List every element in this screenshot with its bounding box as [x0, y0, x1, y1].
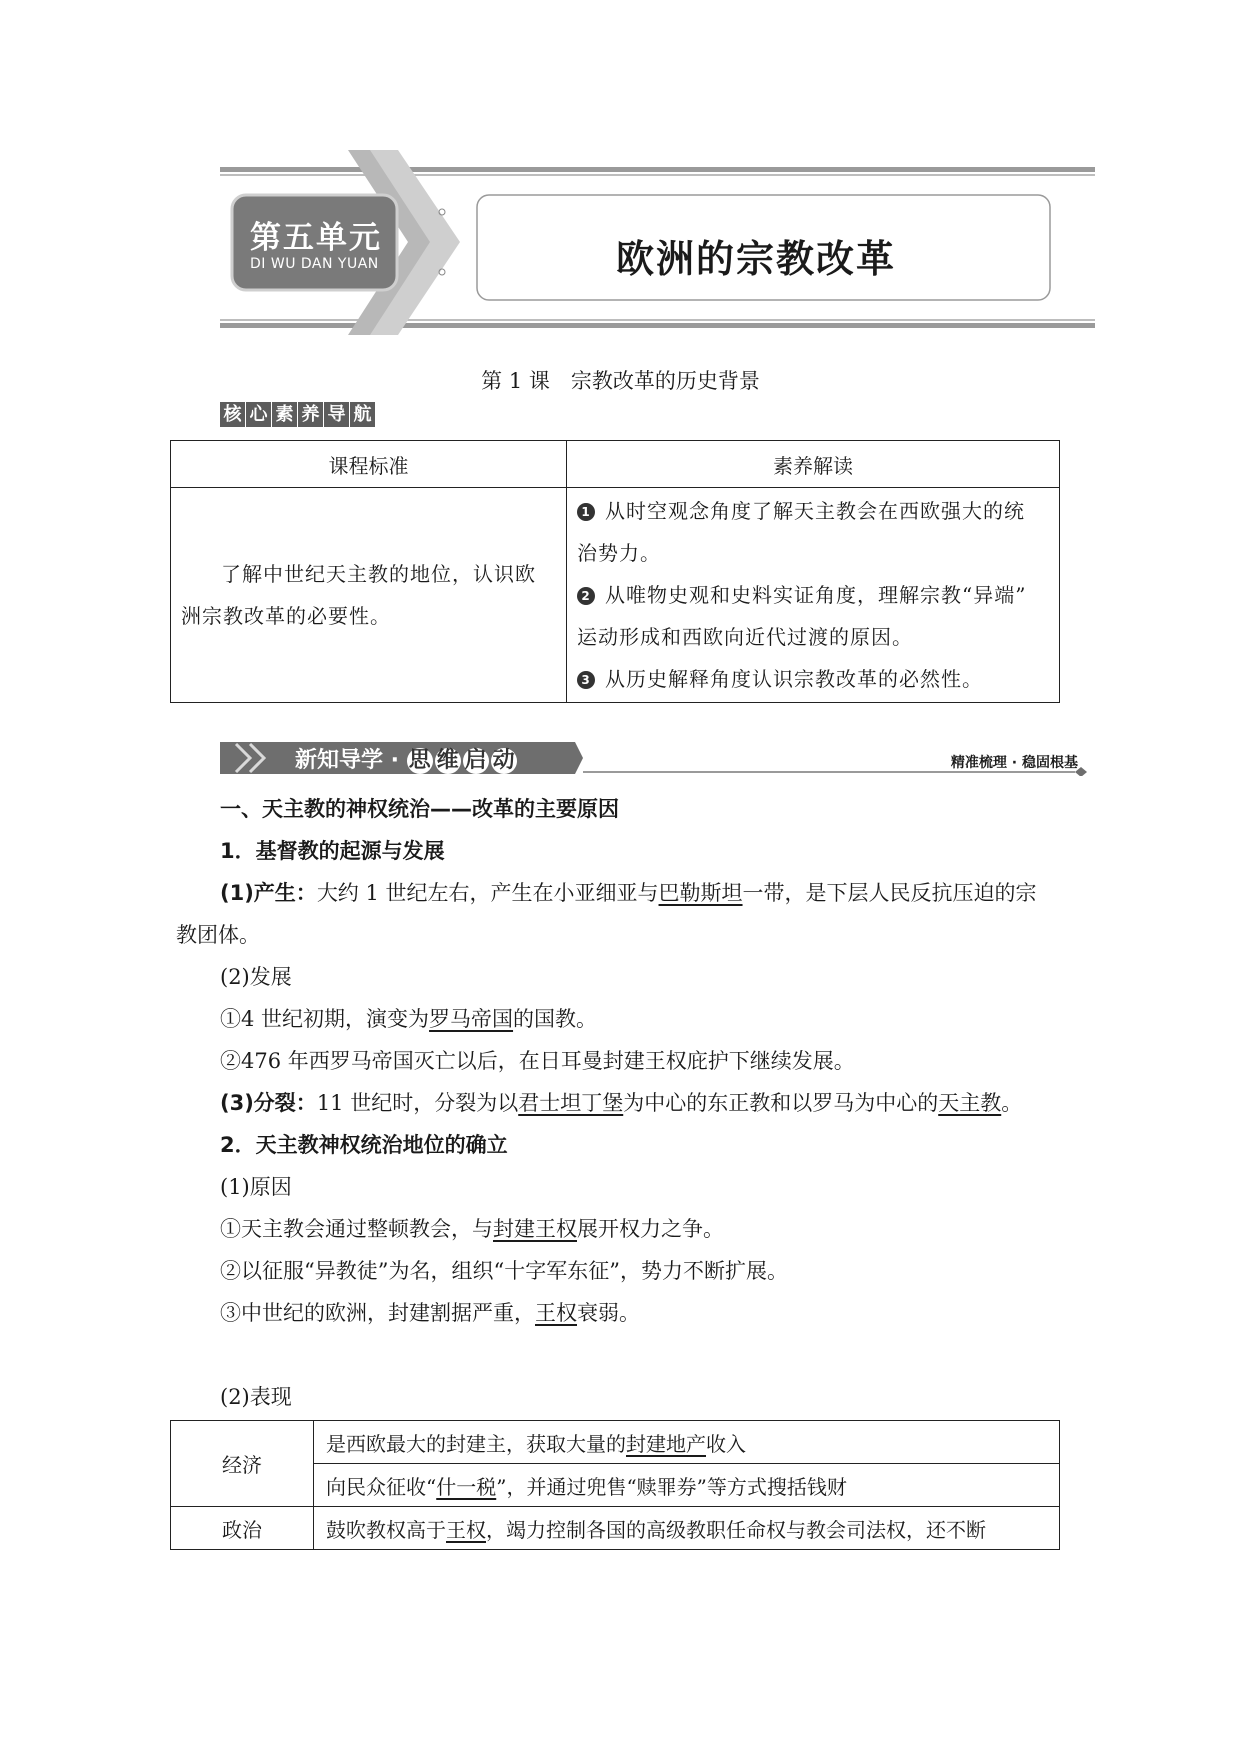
answer-blank: 王权 [535, 1301, 577, 1325]
literacy-text: 运动形成和西欧向近代过渡的原因。 [577, 625, 913, 649]
text: ”，并通过兜售“赎罪券”等方式搜括钱财 [496, 1474, 847, 1499]
section-title-char: 思 [408, 748, 431, 773]
unit-banner [220, 150, 1095, 335]
literacy-item [577, 574, 1049, 616]
economy-item-2 [314, 1464, 1060, 1507]
text: ③中世纪的欧洲，封建割据严重， [220, 1301, 535, 1325]
split-label: (3)分裂： [220, 1091, 317, 1115]
answer-blank: 罗马帝国 [429, 1007, 514, 1031]
text: 。 [1001, 1091, 1023, 1115]
badge-char: 心 [246, 402, 271, 427]
text: ①4 世纪初期，演变为 [220, 1007, 430, 1031]
literacy-text: 从唯物史观和史料实证角度，理解宗教“异端” [605, 583, 1027, 607]
category-politics: 政治 [171, 1507, 314, 1550]
answer-blank: 巴勒斯坦 [658, 881, 743, 905]
answer-blank: 王权 [446, 1517, 486, 1542]
literacy-item [577, 490, 1049, 532]
heading-1: 一、天主教的神权统治——改革的主要原因 [220, 797, 619, 821]
section-title-text: 新知导学 · [295, 748, 407, 773]
number-circle-icon: 1 [577, 503, 595, 521]
text: 展开权力之争。 [577, 1217, 724, 1241]
literacy-text: 治势力。 [577, 541, 661, 565]
core-literacy-badge [220, 402, 375, 427]
number-circle-icon: 3 [577, 671, 595, 689]
politics-item-1 [314, 1507, 1060, 1550]
text: 11 世纪时，分裂为以 [316, 1091, 519, 1115]
dev-label: (2)发展 [220, 965, 292, 989]
answer-blank: 封建地产 [626, 1431, 706, 1456]
section-subtitle: 精准梳理 · 稳固根基 [950, 755, 1078, 771]
text: 为中心的东正教和以罗马为中心的 [623, 1091, 939, 1115]
reason-label: (1)原因 [220, 1175, 292, 1199]
heading-1-1: 1．基督教的起源与发展 [220, 839, 445, 863]
main-title: 欧洲的宗教改革 [615, 237, 896, 281]
badge-char: 养 [298, 402, 323, 427]
literacy-item [577, 658, 1049, 700]
category-economy: 经济 [171, 1421, 314, 1507]
unit-title: 第五单元 [250, 220, 382, 256]
answer-blank: 封建王权 [493, 1217, 577, 1241]
text: 的国教。 [513, 1007, 598, 1031]
section-title-char: 动 [492, 748, 515, 773]
text: 一带，是下层人民反抗压迫的宗 [742, 881, 1037, 905]
core-literacy-table [170, 440, 1060, 703]
badge-char: 素 [272, 402, 297, 427]
standard-line: 洲宗教改革的必要性。 [181, 604, 391, 628]
text: 大约 1 世纪左右，产生在小亚细亚与 [316, 881, 659, 905]
section-title-char: 启 [464, 748, 487, 773]
origin-line [220, 877, 1037, 907]
reason-item-3 [220, 1297, 640, 1327]
section-bar [220, 740, 1090, 776]
answer-blank: 什一税 [436, 1474, 497, 1499]
unit-pinyin: DI WU DAN YUAN [250, 256, 379, 272]
answer-blank: 天主教 [938, 1091, 1002, 1115]
table-header: 课程标准 [171, 441, 567, 488]
text: ，竭力控制各国的高级教职任命权与教会司法权，还不断 [486, 1517, 986, 1542]
text: 是西欧最大的封建主，获取大量的 [326, 1431, 626, 1456]
badge-char: 航 [350, 402, 375, 427]
origin-label: (1)产生： [220, 881, 317, 905]
section-title [295, 743, 517, 774]
economy-item-1 [314, 1421, 1060, 1464]
expr-label: (2)表现 [220, 1385, 292, 1409]
section-title-char: 维 [436, 748, 459, 773]
expression-table [170, 1420, 1060, 1550]
literacy-text: 从历史解释角度认识宗教改革的必然性。 [605, 667, 983, 691]
reason-item-1 [220, 1213, 724, 1243]
heading-1-2: 2．天主教神权统治地位的确立 [220, 1133, 508, 1157]
table-header: 素养解读 [567, 441, 1060, 488]
dev-item-2: ②476 年西罗马帝国灭亡以后，在日耳曼封建王权庇护下继续发展。 [220, 1049, 855, 1073]
number-circle-icon: 2 [577, 587, 595, 605]
badge-char: 导 [324, 402, 349, 427]
text: ①天主教会通过整顿教会，与 [220, 1217, 493, 1241]
literacy-text: 从时空观念角度了解天主教会在西欧强大的统 [605, 499, 1025, 523]
answer-blank: 君士坦丁堡 [518, 1091, 624, 1115]
standard-line: 了解中世纪天主教的地位，认识欧 [221, 562, 536, 586]
lesson-title: 第 1 课 宗教改革的历史背景 [481, 369, 760, 393]
literacy-cell [567, 488, 1060, 703]
text: 衰弱。 [577, 1301, 640, 1325]
split-line [220, 1087, 1022, 1117]
origin-line-2: 教团体。 [176, 923, 260, 947]
text: 向民众征收“ [326, 1474, 437, 1499]
text: 收入 [706, 1431, 746, 1456]
reason-item-2: ②以征服“异教徒”为名，组织“十字军东征”，势力不断扩展。 [220, 1259, 788, 1283]
badge-char: 核 [220, 402, 245, 427]
text: 鼓吹教权高于 [326, 1517, 446, 1542]
course-standard-cell [171, 488, 567, 703]
dev-item-1 [220, 1003, 597, 1033]
